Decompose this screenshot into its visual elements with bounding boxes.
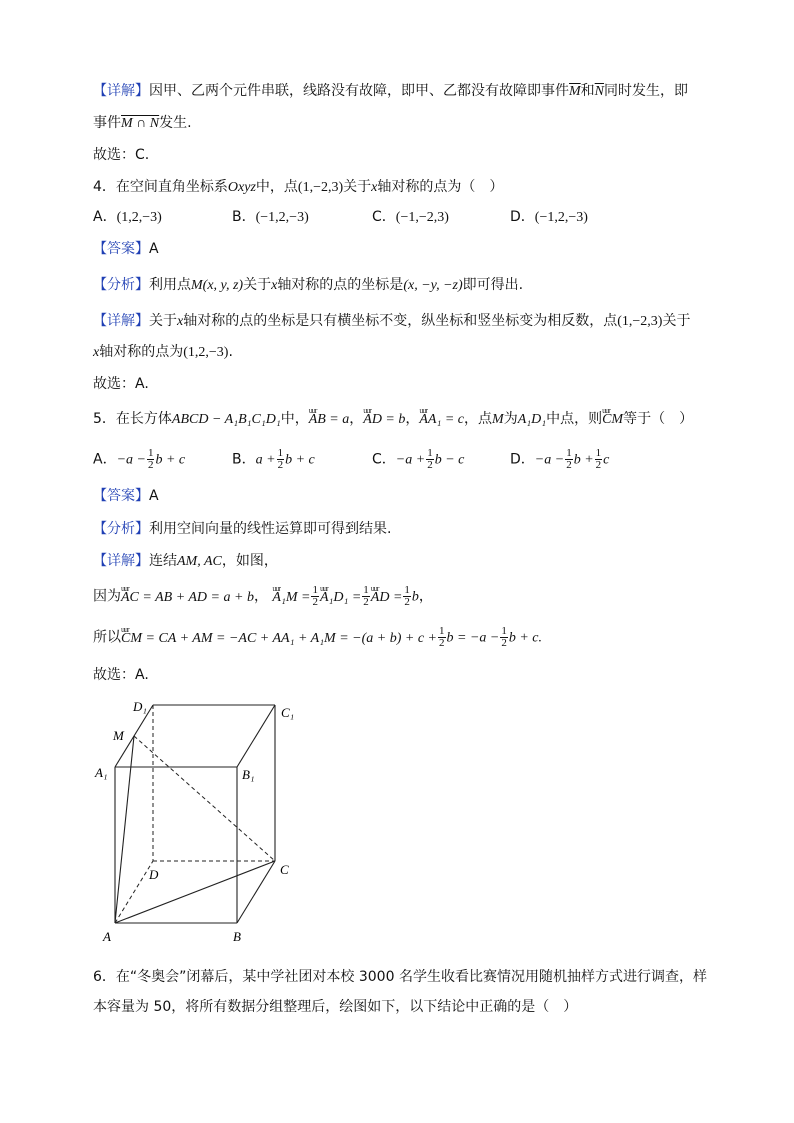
- option-value: (−1,2,−3): [534, 210, 588, 225]
- numerator: 1: [363, 584, 369, 596]
- option-pre: −a −: [534, 452, 565, 468]
- fraction: [362, 585, 370, 608]
- option-pre: −a +: [395, 452, 426, 468]
- fraction: [500, 626, 508, 649]
- label-m: M: [113, 728, 124, 743]
- m-bar-symbol: $\overline{M}$: [569, 84, 581, 99]
- q5-stem: 5．在长方体ABCD − A₁B₁C₁D₁中，uur AB = a，uur AD = b，uur AA₁ = c，点M为A₁D₁中点，则uur CM等于（ ）: [93, 409, 693, 430]
- analysis-tag: 【分析】: [93, 277, 149, 293]
- event-text: 事件: [93, 115, 121, 131]
- n-bar-symbol: $\overline{N}$: [594, 84, 605, 99]
- q4-detail-b: 轴对称的点的坐标是只有横坐标不变，纵坐标和竖坐标变为相反数，点: [183, 313, 618, 329]
- answer-value: A: [149, 241, 159, 257]
- q5-stem-b: 中，: [280, 411, 309, 427]
- comma: ，: [253, 588, 268, 605]
- numerator: 1: [404, 584, 410, 596]
- option-post: b + c: [285, 452, 315, 468]
- option-pre: −a −: [116, 452, 146, 468]
- equation-cm-part-c: b + c.: [508, 630, 543, 646]
- option-label: D．: [510, 209, 535, 225]
- and-text: 和: [580, 83, 595, 99]
- vector-a1m: uur A₁M =: [272, 588, 310, 608]
- fraction: [438, 626, 446, 649]
- answer-tag: 【答案】: [93, 241, 149, 257]
- q4-detail-c: 关于: [662, 313, 691, 329]
- label-b: B: [233, 929, 241, 944]
- q5-answer: [93, 486, 159, 506]
- detail-tag: 【详解】: [93, 313, 149, 329]
- q4-analysis-a: 利用点: [149, 277, 191, 293]
- label-d: D: [149, 867, 159, 882]
- q5-stem-e: 中点，则: [546, 411, 603, 427]
- q4-detail2-a: 轴对称的点为: [99, 344, 184, 360]
- label-b1: B₁: [242, 767, 255, 782]
- q4-detail-point: (1,−2,3): [617, 314, 663, 329]
- option-pre: a +: [255, 452, 276, 468]
- segment-am: [115, 736, 134, 923]
- analysis-tag: 【分析】: [93, 521, 149, 537]
- numerator: 1: [566, 447, 572, 459]
- option-post: b +: [573, 452, 594, 468]
- option-label: C．: [372, 451, 396, 468]
- vector-ad: uur AD =: [371, 588, 403, 608]
- denominator: 2: [147, 459, 154, 471]
- option-label: B．: [232, 209, 256, 225]
- q4-stem: [93, 177, 503, 198]
- numerator: 1: [595, 447, 602, 459]
- q4-option-a: [93, 207, 162, 228]
- q5-stem-a: 5．在长方体: [93, 411, 172, 427]
- q5-detail: [93, 551, 278, 572]
- fraction: [147, 448, 155, 471]
- numerator: 1: [439, 625, 445, 637]
- segment-ac: [115, 861, 275, 923]
- numerator: 1: [501, 625, 507, 637]
- x-symbol: x: [93, 345, 100, 360]
- denominator: 2: [566, 459, 572, 471]
- label-a1: A₁: [95, 765, 108, 780]
- segment-a1d1: A₁D₁: [517, 412, 547, 427]
- occur-text: 发生.: [159, 115, 192, 131]
- q5-option-d: [510, 448, 609, 471]
- q5-detail-a: 连结: [149, 553, 177, 569]
- q4-choose: 故选：A.: [93, 376, 149, 392]
- q4-analysis: [93, 275, 523, 296]
- q5-detail-b: ，如图，: [221, 553, 278, 569]
- comma: ，: [418, 588, 433, 605]
- segments-am-ac: AM, AC: [177, 554, 222, 569]
- q4-detail-line-1: [93, 311, 690, 332]
- point-m: M(x, y, z): [191, 278, 244, 293]
- q4-detail-line-2: [93, 342, 233, 363]
- q4-option-c: [372, 207, 449, 228]
- option-label: D．: [510, 451, 535, 468]
- q4-stem-d: 轴对称的点为（ ）: [377, 179, 504, 195]
- denominator: 2: [312, 596, 318, 608]
- because-text: 因为: [93, 588, 121, 605]
- label-d1: D₁: [133, 699, 147, 714]
- cuboid-figure: [93, 695, 313, 945]
- vector-cm: uur CM: [602, 410, 623, 430]
- q4-result-point: (1,2,−3): [183, 345, 229, 360]
- denominator: 2: [363, 596, 369, 608]
- fraction: [403, 585, 411, 608]
- edge-b1c1: [237, 705, 275, 767]
- equation-cm-part-a: uur CM = CA + AM = −AC + AA₁ + A₁M = −(a + b) + c +: [121, 629, 437, 649]
- fraction: [595, 448, 603, 471]
- q5-option-a: [93, 448, 185, 471]
- q5-equation-1: [93, 585, 433, 608]
- q4-analysis-c: 轴对称的点的坐标是: [277, 277, 404, 293]
- option-label: C．: [372, 209, 396, 225]
- q5-analysis: [93, 519, 391, 539]
- denominator: 2: [595, 459, 602, 471]
- vector-b: b: [411, 589, 419, 605]
- q4-stem-a: 4．在空间直角坐标系: [93, 179, 228, 195]
- q6-stem-line-2: 本容量为 50，将所有数据分组整理后，绘图如下，以下结论中正确的是（ ）: [93, 999, 578, 1015]
- hidden-segment-mc: [134, 736, 275, 861]
- q3-choose: 故选：C.: [93, 147, 150, 163]
- fraction: [277, 448, 285, 471]
- answer-tag: 【答案】: [93, 488, 149, 504]
- denominator: 2: [439, 637, 445, 649]
- fraction: [311, 585, 319, 608]
- numerator: 1: [147, 447, 154, 459]
- q5-stem-c: ，点: [464, 411, 493, 427]
- q3-detail-line-2: [93, 113, 192, 134]
- q4-detail-a: 关于: [149, 313, 177, 329]
- denominator: 2: [277, 459, 284, 471]
- vector-a1d1: uur A₁D₁ =: [320, 588, 361, 608]
- q3-detail-text: 因甲、乙两个元件串联，线路没有故障，即甲、乙都没有故障即事件: [149, 83, 569, 99]
- option-post: c: [603, 452, 610, 468]
- q4-point: (1,−2,3): [297, 180, 344, 195]
- q5-option-b: [232, 448, 315, 471]
- option-value: (−1,2,−3): [255, 210, 309, 225]
- option-label: A．: [93, 209, 117, 225]
- q3-detail-line-1: [93, 81, 688, 102]
- denominator: 2: [404, 596, 410, 608]
- numerator: 1: [427, 447, 433, 459]
- event-expression: M ∩ N: [121, 116, 160, 131]
- q5-equation-2: [93, 626, 542, 649]
- q4-analysis-d: 即可得出.: [462, 277, 524, 293]
- q5-stem-d: 为: [503, 411, 518, 427]
- q4-stem-b: 中，点: [255, 179, 298, 195]
- denominator: 2: [501, 637, 507, 649]
- x-symbol: x: [371, 180, 378, 195]
- denominator: 2: [427, 459, 433, 471]
- vector-ad: uur AD = b: [363, 410, 405, 430]
- answer-value: A: [149, 488, 159, 504]
- option-label: B．: [232, 451, 256, 468]
- symmetric-point: (x, −y, −z): [403, 278, 463, 293]
- option-label: A．: [93, 451, 117, 468]
- q4-analysis-b: 关于: [243, 277, 272, 293]
- detail-tag: 【详解】: [93, 83, 149, 99]
- q5-stem-f: 等于（ ）: [623, 411, 694, 427]
- option-value: (−1,−2,3): [395, 210, 449, 225]
- q4-answer: [93, 239, 159, 259]
- option-value: (1,2,−3): [116, 210, 162, 225]
- fraction: [426, 448, 434, 471]
- option-post: b − c: [434, 452, 465, 468]
- vector-ab: uur AB = a: [309, 410, 350, 430]
- cuboid-name: ABCD − A₁B₁C₁D₁: [171, 412, 281, 427]
- option-post: b + c: [155, 452, 186, 468]
- edge-bc: [237, 861, 275, 923]
- q4-stem-c: 关于: [343, 179, 372, 195]
- x-symbol: x: [177, 314, 184, 329]
- q4-option-d: [510, 207, 588, 228]
- equation-ac: uur AC = AB + AD = a + b: [121, 588, 254, 608]
- numerator: 1: [312, 584, 318, 596]
- period: .: [228, 344, 233, 360]
- q5-option-c: [372, 448, 464, 471]
- q6-stem-line-1: 6．在“冬奥会”闭幕后，某中学社团对本校 3000 名学生收看比赛情况用随机抽样方式进行调查，样: [93, 969, 707, 985]
- oxyz-symbol: Oxyz: [227, 180, 256, 195]
- vector-aa1: uur AA₁ = c: [419, 410, 464, 430]
- fraction: [565, 448, 573, 471]
- q5-choose: 故选：A.: [93, 667, 149, 683]
- x-symbol: x: [271, 278, 278, 293]
- equation-cm-part-b: b = −a −: [446, 630, 500, 646]
- analysis-text: 利用空间向量的线性运算即可得到结果.: [149, 521, 392, 537]
- numerator: 1: [277, 447, 284, 459]
- label-c1: C₁: [281, 705, 295, 720]
- so-text: 所以: [93, 629, 121, 646]
- detail-tag: 【详解】: [93, 553, 149, 569]
- label-a: A: [103, 929, 111, 944]
- q4-option-b: [232, 207, 309, 228]
- q3-detail-text-b: 同时发生，即: [604, 83, 689, 99]
- label-c: C: [280, 862, 289, 877]
- point-m: M: [492, 412, 504, 427]
